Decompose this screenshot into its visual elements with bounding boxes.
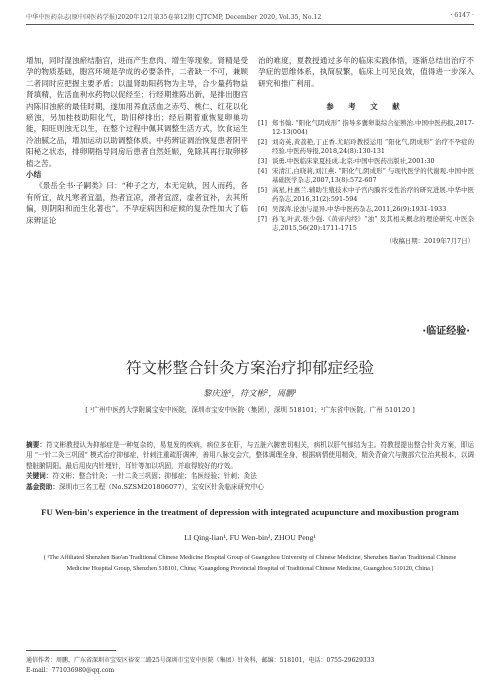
- article-title: 符文彬整合针灸方案治疗抑郁症经验: [125, 359, 374, 377]
- author-list: 黎庆连¹，符文彬²，周鹏¹: [203, 388, 297, 398]
- reference-item: [258, 119, 474, 138]
- reference-number: [4]: [258, 166, 268, 175]
- reference-text: 高星,杜惠兰.辅助生殖技术中子宫内膜容受性治疗的研究进展.中华中医药杂志,2016,31(2):591-594: [272, 185, 474, 204]
- footnote: [26, 656, 474, 676]
- reference-text: 吴深涛.论浊与湿异.中华中医药杂志,2011,26(9):1931-1933: [272, 204, 447, 213]
- fund-label: 基金资助：: [26, 482, 59, 491]
- reference-number: [2]: [258, 137, 268, 146]
- affiliation: [ ¹广州中医药大学附属宝安中医院，深圳市宝安中医院（集团），深圳 518101；²广东省中医院，广州 510120 ]: [85, 406, 415, 414]
- right-column: [258, 55, 474, 247]
- english-authors: LI Qing-lian¹, FU Wen-bin², ZHOU Peng¹: [184, 533, 316, 542]
- reference-text: 谈勇.中医临床家夏桂成.北京:中国中医药出版社,2001:30: [272, 157, 435, 165]
- footnote-rule: [26, 650, 116, 651]
- reference-text: 孙飞,叶武.张少强.《黄帝内经》“浊” 及其相关概念的理论研究.中医杂志,2015,56(20):1711-1715: [272, 214, 474, 233]
- running-header: [26, 12, 474, 21]
- reference-number: [3]: [258, 157, 268, 165]
- english-affiliation: ( ¹The Affiliated Shenzhen Bao'an Traditional Chinese Medicine Hospital Group of Guangzhou University of Chinese Medicine, Shenzhen Bao'an Traditional Chinese Medicine Hospital Group, Shenzhen 518101, China; ²Guangdong Provincial Hospital of Traditional Chinese Medicine, Guangzhou 510120, China ): [43, 554, 457, 572]
- abstract-text: 符文彬教授认为抑郁症是一种复杂的，易复发的疾病，病位多在肝，与五脏六腑密切相关，病机以肝气郁结为主。符教授提出整合针灸方案，即运用 “一针二灸三巩固” 模式治疗抑郁症，针刺注重疏肝调神，善用八脉交会穴，整体调理全身，根据病情使用精灸，精灸背俞穴与腹部穴位治其根本，以调整脏腑阴阳。最后用皮内针埋针，耳针等加以巩固，并取得较好的疗效。: [26, 441, 475, 470]
- section-tag: ·临证经验·: [422, 326, 470, 337]
- reference-text: 宋清江,白晓莉,刘江燕. “阳化气,阴成形” 与现代医学的代谢观.中国中医基础医学杂志,2007,13(8):572-607: [272, 166, 474, 185]
- reference-item: [258, 157, 474, 167]
- body-paragraph: 治的难度，夏教授通过多年的临床实践体悟，逐渐总结出治疗不孕症的思维体系，执简驭繁，临床上可见良效，值得进一步深入研究和推广利用。: [258, 56, 474, 88]
- reference-number: [1]: [258, 118, 268, 127]
- reference-item: [258, 215, 474, 234]
- abstract-label: 摘要：: [26, 441, 47, 449]
- references-heading: 参 考 文 献: [326, 102, 406, 112]
- reference-text: 刘奇英,黄荔艳,丁正香.尤昭玲教授运用 “阳化气,阴成形” 治疗不孕症的经验.中医药导报,2018,24(8):130-131: [272, 137, 474, 156]
- body-paragraph: 增加，同时湿浊瘀结脂宫，进而产生怠肉、增生等现象。肾精是受孕的物质基础，胞宫环境是孕成的必要条件，二者缺一不可，兼顾二者同时应把握主要矛盾；以温肾助阳药物为主导，合少量药物益肾填精，佐活血利水药物以促经至；行经期推陈出新，是排出胞宫内陈旧浊瘀的最佳时期，遂加用养血活血之赤芍、桃仁、红花以化瘀浊，另加桂枝助阳化气，助旧秽排出；经后期着重恢复卵巢功能，阳旺则浊无以生，在整个过程中佩其调整生活方式，饮食运生冷油腻之品，增加运动以助调整体质。中药辨证调治恢复患者阴平阳秘之状态，排卵期指导同房后患者自然妊娠，免除其再行取卵移植之苦。: [26, 56, 248, 168]
- email: E-mail：771036980@qq.com: [26, 667, 115, 674]
- received-date: （收稿日期：2019年7月7日）: [385, 236, 474, 245]
- header-rule: [26, 24, 474, 25]
- reference-number: [5]: [258, 185, 268, 194]
- abstract-block: [26, 440, 474, 492]
- page-number: · 6147 ·: [450, 12, 474, 19]
- body-paragraph: 《景岳全书·子嗣类》曰：“种子之方，本无定轨，因人而药，各有所宜，故凡寒者宜温，热者宜凉，滑者宜涩，虚者宜补，去其所偏，则阴阳和而生化著也”。不孕症病因和症候的复杂性加大了临床辨证论: [26, 181, 248, 225]
- keywords-text: 符文彬；整合针灸；一针二灸三巩固；抑郁症；名医经验；针刺；灸法: [52, 472, 257, 481]
- reference-number: [6]: [258, 204, 268, 213]
- english-title: FU Wen-bin's experience in the treatment of depression with integrated acupuncture and moxibustion program: [41, 507, 459, 517]
- left-column: [26, 55, 248, 226]
- reference-number: [7]: [258, 214, 268, 223]
- fund-text: 深圳市三名工程（No.SZSM201806077），宝安区针灸临床研究中心: [58, 482, 264, 491]
- reference-item: [258, 138, 474, 157]
- journal-header: 中华中医药杂志(原中国医药学报)2020年12月第35卷第12期 CJTCMP, December 2020, Vol.35, No.12: [26, 14, 322, 21]
- reference-item: [258, 186, 474, 205]
- section-heading: 小结: [26, 170, 42, 180]
- reference-text: 郑书翰. “阳化气阴成形” 指导多囊卵巢综合征辨治.中国中医药报,2017-12-13(004): [272, 118, 474, 137]
- corresponding-author: 通信作者：周鹏，广东省深圳市宝安区裕安二路25号深圳市宝安中医院（集团）针灸科，邮编：518101，电话：0755-29629333: [26, 657, 375, 664]
- reference-list: [258, 119, 474, 234]
- keywords-label: 关键词：: [26, 472, 53, 481]
- reference-item: [258, 205, 474, 215]
- reference-item: [258, 167, 474, 186]
